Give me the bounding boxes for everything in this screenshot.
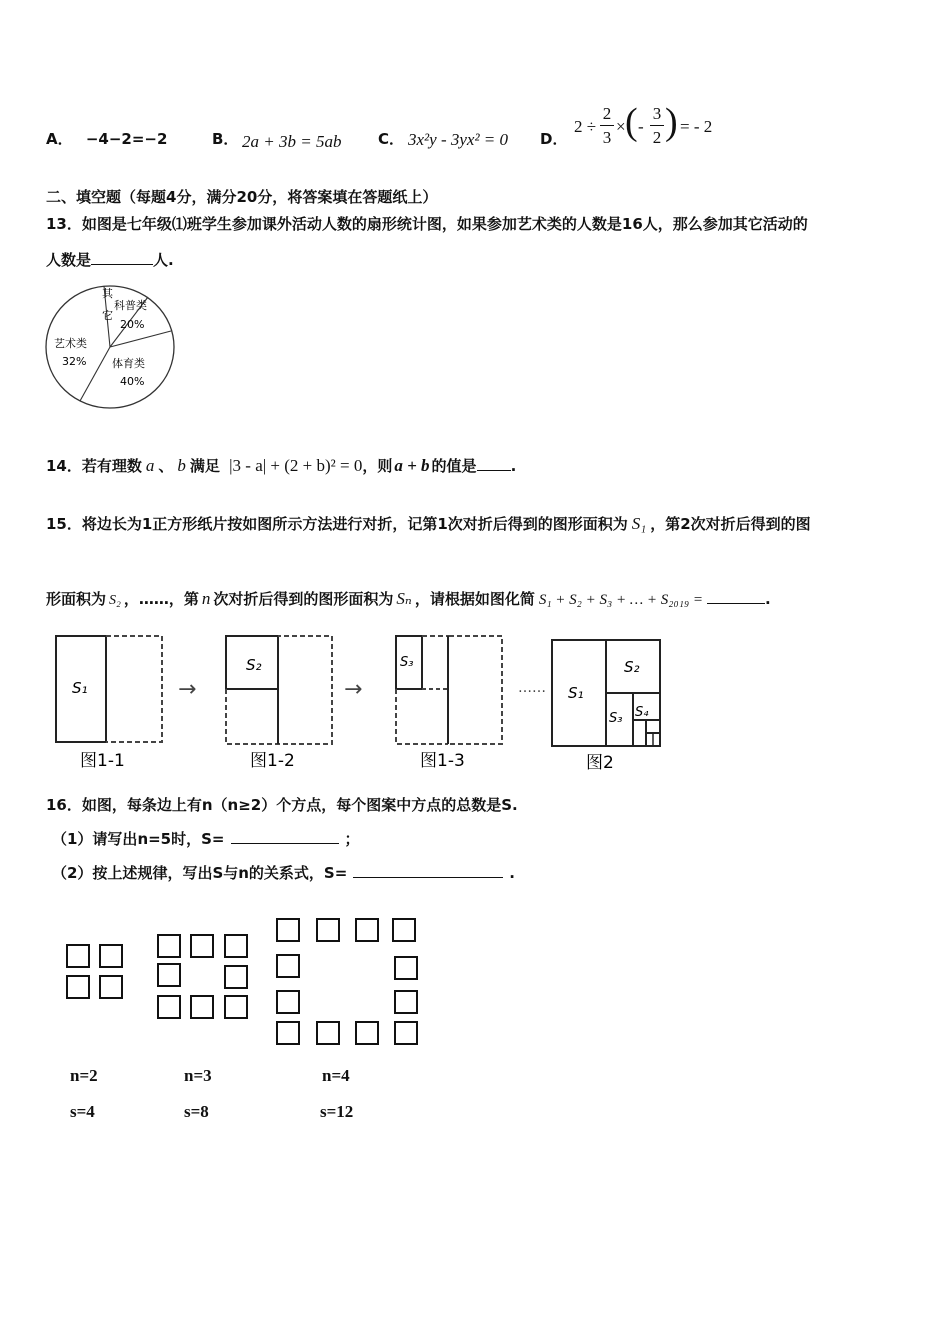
pattern-s-label: s=12 bbox=[320, 1102, 354, 1121]
option-d-frac1-num: 2 bbox=[602, 104, 612, 123]
q13-line1: 13．如图是七年级⑴班学生参加课外活动人数的扇形统计图，如果参加艺术类的人数是16人，那么参加其它活动的 bbox=[46, 215, 808, 233]
option-d: D． bbox=[540, 130, 568, 148]
option-b: B． bbox=[212, 130, 239, 148]
option-d-times: × bbox=[616, 117, 626, 136]
option-c-expr: 3x²y - 3yx² = 0 bbox=[408, 130, 509, 149]
fold-outline-dashed bbox=[422, 636, 502, 744]
square-dot bbox=[276, 918, 300, 942]
slice-label-sports: 体育类 bbox=[112, 357, 145, 370]
square-dot bbox=[224, 965, 248, 989]
square-dot bbox=[157, 934, 181, 958]
fig1-1-label: 图1-1 bbox=[80, 751, 125, 771]
square-dot bbox=[66, 975, 90, 999]
option-b-expr: 2a + 3b = 5ab bbox=[242, 132, 342, 151]
option-d-right: = - 2 bbox=[680, 117, 713, 136]
pattern-s-label: s=8 bbox=[184, 1102, 209, 1121]
option-d-frac2-num: 3 bbox=[652, 104, 662, 123]
pie-divider bbox=[110, 331, 171, 347]
q14-equation: |3 - a| + (2 + b)² = 0 bbox=[229, 456, 363, 475]
square-dot bbox=[190, 934, 214, 958]
fig2-s4-label: S₄ bbox=[635, 705, 649, 720]
fig2-s3-label: S₃ bbox=[609, 711, 623, 726]
option-d-left: 2 ÷ bbox=[574, 117, 597, 136]
option-d-frac1-den: 3 bbox=[602, 128, 612, 147]
fig1-2-label: 图1-2 bbox=[250, 751, 295, 771]
q16-part1: （1）请写出n=5时，S= ； bbox=[52, 830, 360, 848]
square-dot bbox=[316, 1021, 340, 1045]
square-dot bbox=[66, 944, 90, 968]
square-dot bbox=[355, 1021, 379, 1045]
slice-label-science: 科普类 bbox=[114, 299, 147, 312]
pattern-n-label: n=3 bbox=[184, 1066, 212, 1085]
answer-blank[interactable] bbox=[91, 264, 153, 265]
pie-chart bbox=[44, 283, 180, 411]
square-dot bbox=[392, 918, 416, 942]
square-dot bbox=[224, 934, 248, 958]
square-dot bbox=[276, 954, 300, 978]
slice-label-other-2: 它 bbox=[102, 309, 113, 322]
square-dot bbox=[99, 944, 123, 968]
fig2-label: 图2 bbox=[586, 753, 614, 773]
option-c: C． bbox=[378, 130, 405, 148]
pattern-n-label: n=2 bbox=[70, 1066, 98, 1085]
answer-blank[interactable] bbox=[707, 603, 765, 604]
fold-figures bbox=[50, 628, 670, 776]
q15-line2: 形面积为 S₂ ，……，第 n 次对折后得到的图形面积为 Sₙ ，请根据如图化简 S₁ + S₂ + S₃ + … + S₂₀₁₉ = . bbox=[46, 589, 771, 608]
slice-label-art: 艺术类 bbox=[54, 337, 87, 350]
square-dot bbox=[99, 975, 123, 999]
square-dot bbox=[276, 1021, 300, 1045]
s1-label: S₁ bbox=[72, 679, 88, 697]
q16-part2: （2）按上述规律，写出S与n的关系式，S= . bbox=[52, 864, 515, 882]
right-paren: ) bbox=[665, 101, 678, 143]
pattern-n-label: n=4 bbox=[322, 1066, 350, 1085]
square-dot bbox=[394, 956, 418, 980]
s3-label: S₃ bbox=[400, 655, 414, 670]
square-dot bbox=[355, 918, 379, 942]
q14-line: 14．若有理数 a 、 b 满足 |3 - a| + (2 + b)² = 0，则 a + b 的值是 . bbox=[46, 456, 517, 475]
fig2-s2-label: S₂ bbox=[624, 658, 640, 676]
square-dot bbox=[394, 990, 418, 1014]
arrow-icon: → bbox=[344, 677, 363, 702]
option-a: A． −4−2=−2 bbox=[46, 130, 168, 148]
square-dot bbox=[394, 1021, 418, 1045]
slice-label-other-1: 其 bbox=[102, 287, 113, 300]
q15-line1: 15．将边长为1正方形纸片按如图所示方法进行对折，记第1次对折后得到的图形面积为 S₁ ，第2次对折后得到的图 bbox=[46, 514, 811, 533]
s2-label: S₂ bbox=[246, 656, 262, 674]
square-dot bbox=[157, 963, 181, 987]
answer-blank[interactable] bbox=[231, 843, 339, 844]
square-dot bbox=[316, 918, 340, 942]
pattern-s-label: s=4 bbox=[70, 1102, 95, 1121]
section-heading: 二、填空题（每题4分，满分20分，将答案填在答题纸上） bbox=[46, 188, 438, 206]
square-dot bbox=[190, 995, 214, 1019]
answer-blank[interactable] bbox=[353, 877, 503, 878]
fold-outline-dashed bbox=[396, 689, 448, 744]
q16-line1: 16．如图，每条边上有n（n≥2）个方点，每个图案中方点的总数是S. bbox=[46, 796, 518, 814]
q13-line2: 人数是 人. bbox=[46, 251, 174, 269]
slice-value-art: 32% bbox=[62, 355, 87, 368]
answer-blank[interactable] bbox=[477, 470, 511, 471]
square-dot bbox=[157, 995, 181, 1019]
option-d-frac2-den: 2 bbox=[652, 128, 662, 147]
option-d-minus: - bbox=[638, 117, 644, 136]
fig1-3-label: 图1-3 bbox=[420, 751, 465, 771]
square-dot bbox=[276, 990, 300, 1014]
fold-half-dashed bbox=[106, 636, 162, 742]
slice-value-science: 20% bbox=[120, 318, 145, 331]
frac-bar bbox=[600, 125, 614, 126]
left-paren: ( bbox=[625, 101, 638, 143]
arrow-icon: → bbox=[178, 677, 197, 702]
frac-bar bbox=[650, 125, 664, 126]
slice-value-sports: 40% bbox=[120, 375, 145, 388]
square-dot bbox=[224, 995, 248, 1019]
fig2-s1-label: S₁ bbox=[568, 684, 584, 702]
ellipsis: …… bbox=[518, 680, 546, 696]
